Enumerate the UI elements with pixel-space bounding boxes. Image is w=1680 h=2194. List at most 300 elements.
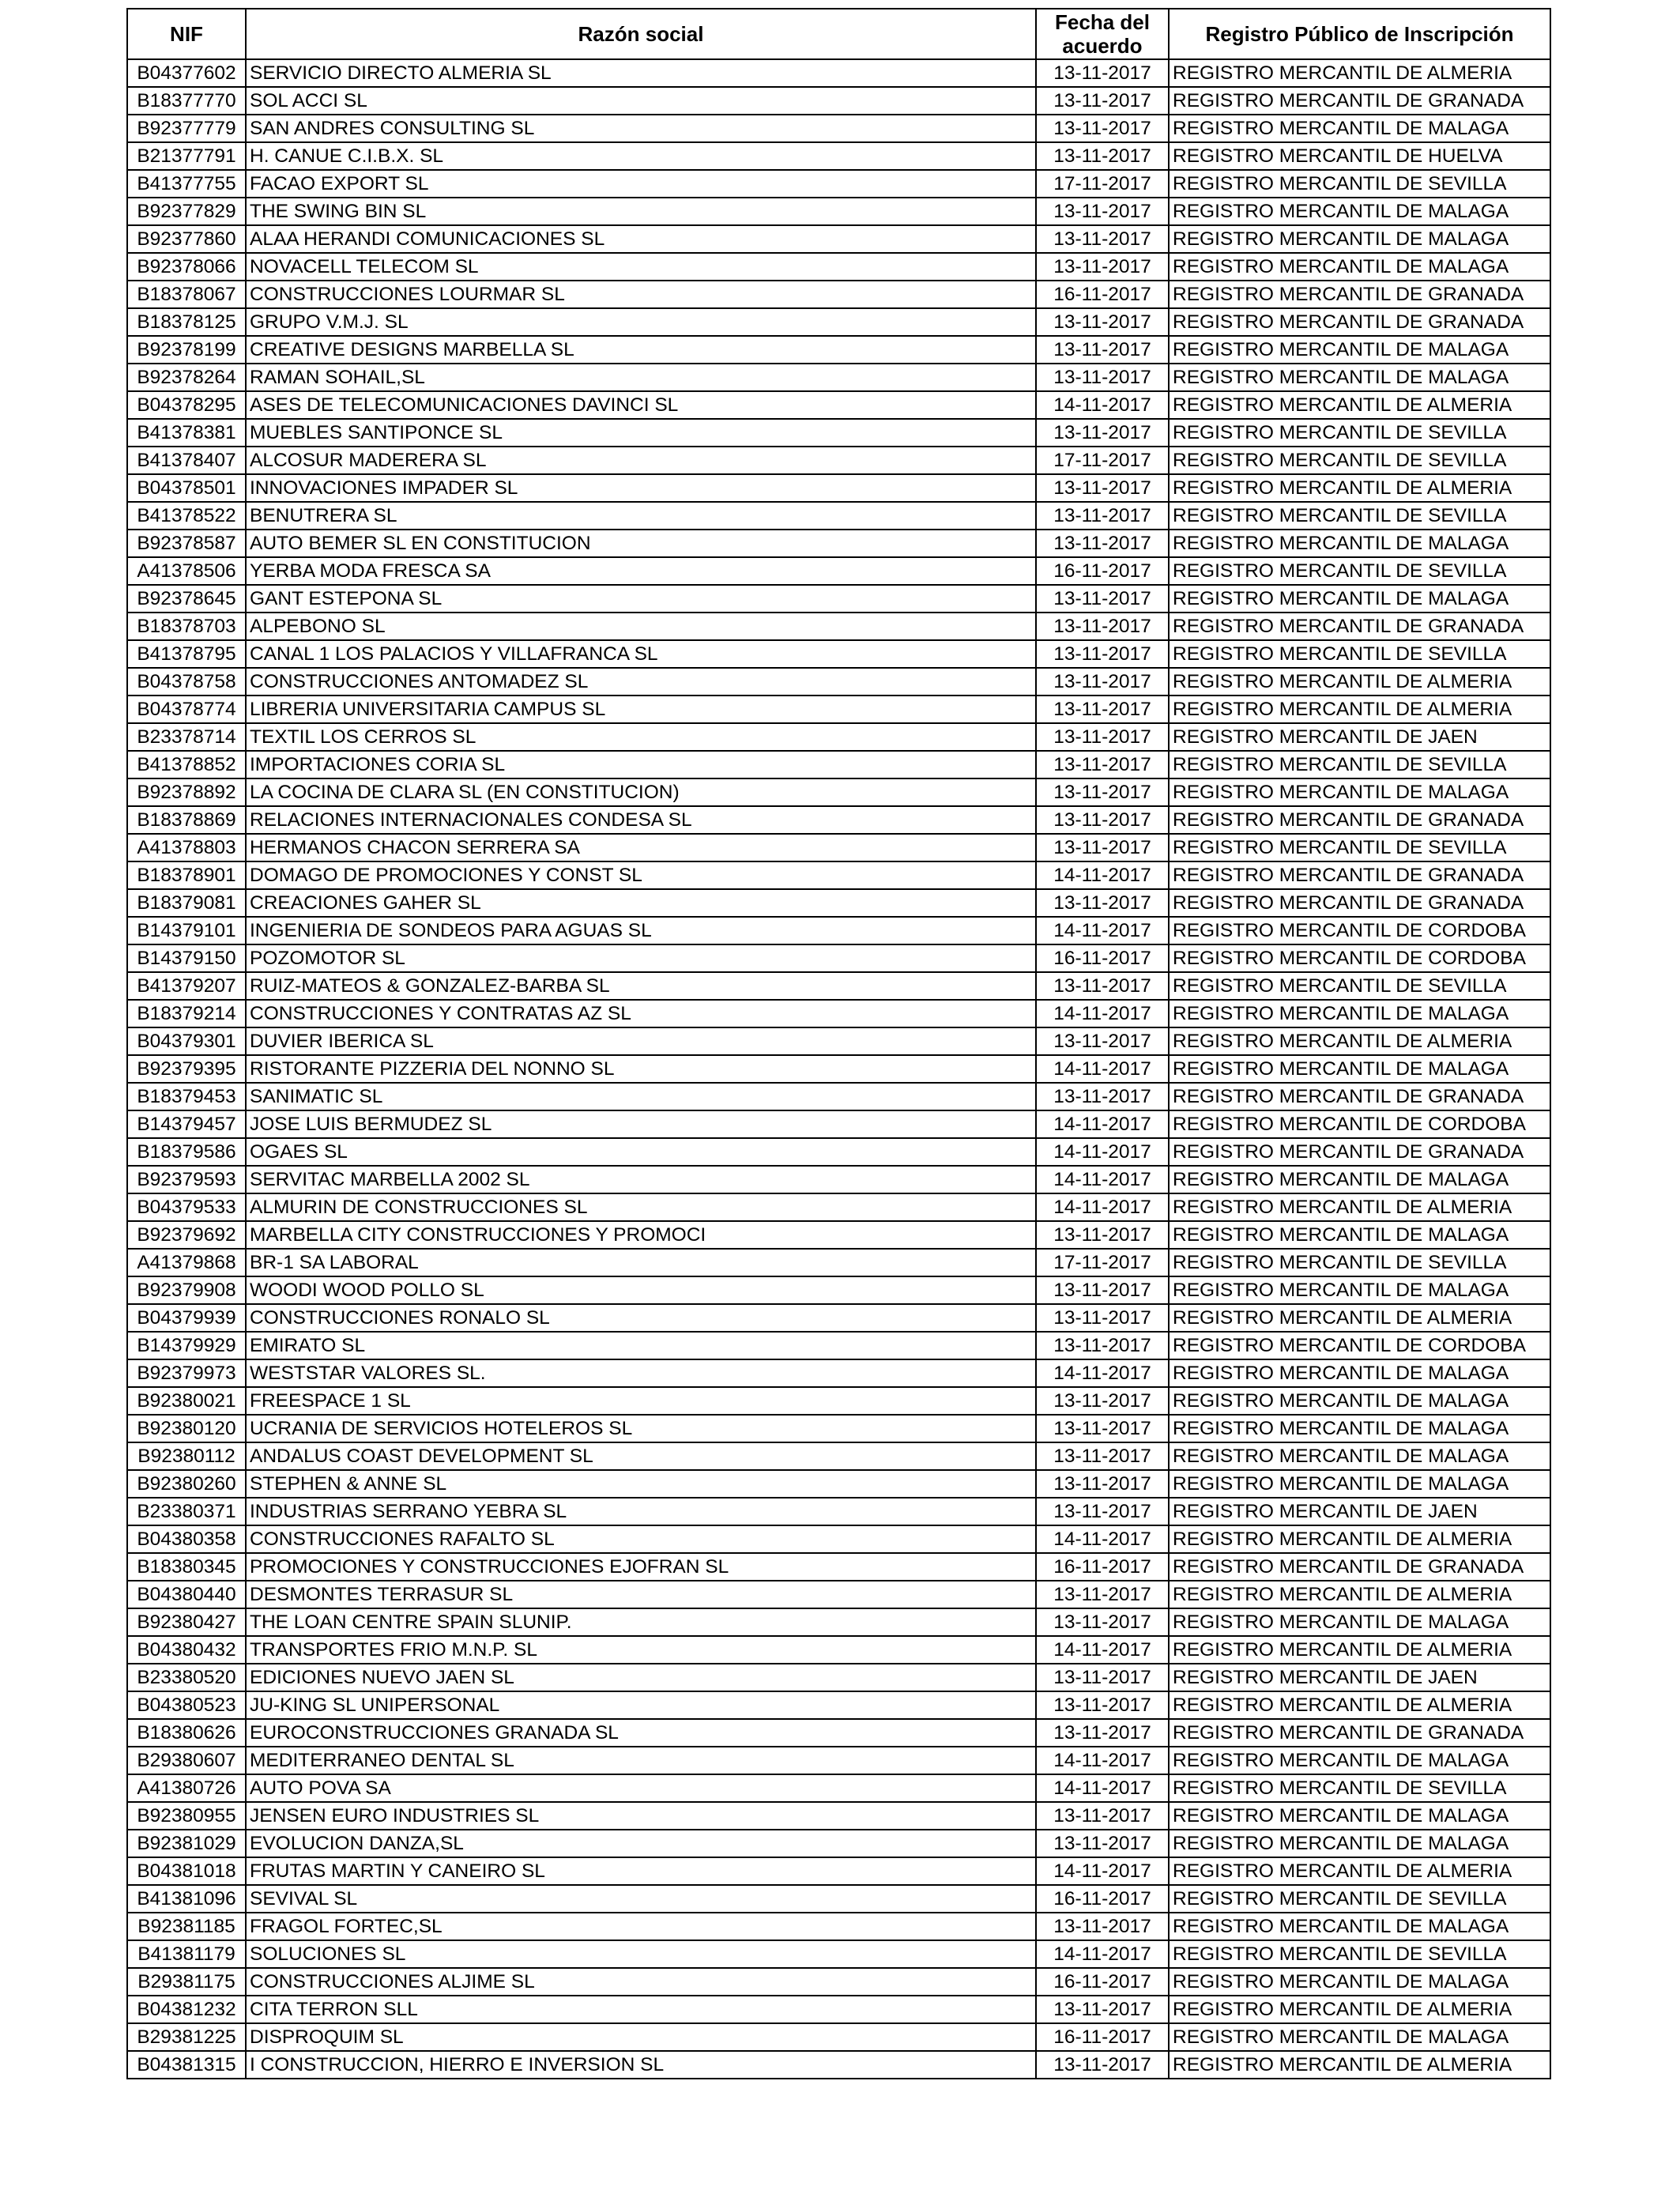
cell-registro: REGISTRO MERCANTIL DE SEVILLA [1169, 170, 1550, 198]
cell-razon-social: ALCOSUR MADERERA SL [246, 447, 1036, 474]
cell-razon-social: CITA TERRON SLL [246, 1996, 1036, 2023]
cell-razon-social: TEXTIL LOS CERROS SL [246, 723, 1036, 751]
cell-nif: B41378522 [127, 502, 246, 530]
cell-fecha: 13-11-2017 [1036, 723, 1169, 751]
table-row [127, 253, 1550, 281]
cell-fecha: 14-11-2017 [1036, 391, 1169, 419]
cell-razon-social: INDUSTRIAS SERRANO YEBRA SL [246, 1498, 1036, 1525]
cell-razon-social: AUTO POVA SA [246, 1774, 1036, 1802]
cell-razon-social: EDICIONES NUEVO JAEN SL [246, 1664, 1036, 1691]
table-row [127, 391, 1550, 419]
cell-razon-social: IMPORTACIONES CORIA SL [246, 751, 1036, 778]
cell-nif: B21377791 [127, 142, 246, 170]
cell-registro: REGISTRO MERCANTIL DE MALAGA [1169, 1055, 1550, 1083]
cell-razon-social: EVOLUCION DANZA,SL [246, 1830, 1036, 1857]
cell-razon-social: CANAL 1 LOS PALACIOS Y VILLAFRANCA SL [246, 640, 1036, 668]
cell-nif: B04380432 [127, 1636, 246, 1664]
table-row [127, 1470, 1550, 1498]
cell-fecha: 13-11-2017 [1036, 336, 1169, 364]
cell-fecha: 13-11-2017 [1036, 530, 1169, 557]
cell-fecha: 14-11-2017 [1036, 1110, 1169, 1138]
cell-registro: REGISTRO MERCANTIL DE JAEN [1169, 1664, 1550, 1691]
table-row [127, 2023, 1550, 2051]
cell-razon-social: RELACIONES INTERNACIONALES CONDESA SL [246, 806, 1036, 834]
cell-razon-social: EMIRATO SL [246, 1332, 1036, 1359]
cell-registro: REGISTRO MERCANTIL DE MALAGA [1169, 225, 1550, 253]
cell-fecha: 13-11-2017 [1036, 1830, 1169, 1857]
cell-registro: REGISTRO MERCANTIL DE MALAGA [1169, 336, 1550, 364]
table-row [127, 806, 1550, 834]
cell-razon-social: SEVIVAL SL [246, 1885, 1036, 1913]
table-row [127, 1276, 1550, 1304]
cell-nif: B04380440 [127, 1581, 246, 1608]
cell-razon-social: ALMURIN DE CONSTRUCCIONES SL [246, 1193, 1036, 1221]
cell-fecha: 13-11-2017 [1036, 640, 1169, 668]
cell-fecha: 13-11-2017 [1036, 1470, 1169, 1498]
cell-razon-social: FREESPACE 1 SL [246, 1387, 1036, 1415]
cell-fecha: 13-11-2017 [1036, 1276, 1169, 1304]
table-row [127, 1608, 1550, 1636]
table-row [127, 972, 1550, 1000]
cell-registro: REGISTRO MERCANTIL DE MALAGA [1169, 364, 1550, 391]
table-row [127, 917, 1550, 944]
cell-nif: B41377755 [127, 170, 246, 198]
cell-fecha: 16-11-2017 [1036, 557, 1169, 585]
cell-razon-social: SANIMATIC SL [246, 1083, 1036, 1110]
table-row [127, 2051, 1550, 2079]
cell-nif: B04381232 [127, 1996, 246, 2023]
cell-registro: REGISTRO MERCANTIL DE SEVILLA [1169, 502, 1550, 530]
cell-nif: B92379973 [127, 1359, 246, 1387]
cell-nif: B92380120 [127, 1415, 246, 1442]
table-row [127, 613, 1550, 640]
cell-nif: B92380021 [127, 1387, 246, 1415]
table-row [127, 557, 1550, 585]
cell-razon-social: HERMANOS CHACON SERRERA SA [246, 834, 1036, 861]
cell-razon-social: SAN ANDRES CONSULTING SL [246, 115, 1036, 142]
cell-razon-social: JENSEN EURO INDUSTRIES SL [246, 1802, 1036, 1830]
cell-fecha: 13-11-2017 [1036, 1608, 1169, 1636]
cell-registro: REGISTRO MERCANTIL DE SEVILLA [1169, 447, 1550, 474]
cell-razon-social: ASES DE TELECOMUNICACIONES DAVINCI SL [246, 391, 1036, 419]
cell-razon-social: SERVITAC MARBELLA 2002 SL [246, 1166, 1036, 1193]
cell-razon-social: CONSTRUCCIONES Y CONTRATAS AZ SL [246, 1000, 1036, 1027]
cell-fecha: 13-11-2017 [1036, 2051, 1169, 2079]
table-row [127, 1000, 1550, 1027]
cell-registro: REGISTRO MERCANTIL DE SEVILLA [1169, 419, 1550, 447]
table-row [127, 1691, 1550, 1719]
cell-fecha: 13-11-2017 [1036, 1442, 1169, 1470]
registry-table [126, 8, 1551, 2079]
cell-fecha: 13-11-2017 [1036, 87, 1169, 115]
table-row [127, 889, 1550, 917]
cell-nif: B41381096 [127, 1885, 246, 1913]
cell-fecha: 13-11-2017 [1036, 1027, 1169, 1055]
cell-fecha: 13-11-2017 [1036, 419, 1169, 447]
cell-registro: REGISTRO MERCANTIL DE ALMERIA [1169, 696, 1550, 723]
cell-nif: B41381179 [127, 1940, 246, 1968]
cell-fecha: 13-11-2017 [1036, 1332, 1169, 1359]
cell-fecha: 16-11-2017 [1036, 1885, 1169, 1913]
cell-razon-social: MUEBLES SANTIPONCE SL [246, 419, 1036, 447]
cell-nif: B04379533 [127, 1193, 246, 1221]
cell-registro: REGISTRO MERCANTIL DE MALAGA [1169, 1470, 1550, 1498]
cell-nif: A41378506 [127, 557, 246, 585]
table-row [127, 944, 1550, 972]
cell-registro: REGISTRO MERCANTIL DE JAEN [1169, 723, 1550, 751]
table-row [127, 87, 1550, 115]
cell-registro: REGISTRO MERCANTIL DE MALAGA [1169, 778, 1550, 806]
cell-fecha: 13-11-2017 [1036, 1802, 1169, 1830]
cell-nif: B92378587 [127, 530, 246, 557]
cell-fecha: 16-11-2017 [1036, 944, 1169, 972]
cell-registro: REGISTRO MERCANTIL DE MALAGA [1169, 253, 1550, 281]
cell-nif: B18380626 [127, 1719, 246, 1747]
cell-fecha: 14-11-2017 [1036, 1857, 1169, 1885]
cell-nif: B92378066 [127, 253, 246, 281]
cell-razon-social: OGAES SL [246, 1138, 1036, 1166]
cell-registro: REGISTRO MERCANTIL DE SEVILLA [1169, 557, 1550, 585]
cell-nif: B92380260 [127, 1470, 246, 1498]
cell-razon-social: NOVACELL TELECOM SL [246, 253, 1036, 281]
table-row [127, 668, 1550, 696]
cell-registro: REGISTRO MERCANTIL DE ALMERIA [1169, 1636, 1550, 1664]
table-row [127, 419, 1550, 447]
cell-razon-social: H. CANUE C.I.B.X. SL [246, 142, 1036, 170]
cell-nif: B29381175 [127, 1968, 246, 1996]
cell-fecha: 14-11-2017 [1036, 1166, 1169, 1193]
cell-razon-social: SOLUCIONES SL [246, 1940, 1036, 1968]
cell-fecha: 14-11-2017 [1036, 917, 1169, 944]
table-row [127, 447, 1550, 474]
cell-nif: B41378381 [127, 419, 246, 447]
cell-razon-social: I CONSTRUCCION, HIERRO E INVERSION SL [246, 2051, 1036, 2079]
cell-nif: B18378869 [127, 806, 246, 834]
cell-registro: REGISTRO MERCANTIL DE ALMERIA [1169, 391, 1550, 419]
table-row [127, 1857, 1550, 1885]
cell-fecha: 14-11-2017 [1036, 1525, 1169, 1553]
cell-razon-social: SERVICIO DIRECTO ALMERIA SL [246, 59, 1036, 87]
cell-fecha: 14-11-2017 [1036, 1138, 1169, 1166]
cell-fecha: 14-11-2017 [1036, 1000, 1169, 1027]
cell-razon-social: DOMAGO DE PROMOCIONES Y CONST SL [246, 861, 1036, 889]
cell-registro: REGISTRO MERCANTIL DE ALMERIA [1169, 474, 1550, 502]
cell-nif: A41380726 [127, 1774, 246, 1802]
cell-nif: B18377770 [127, 87, 246, 115]
cell-nif: B18379586 [127, 1138, 246, 1166]
cell-registro: REGISTRO MERCANTIL DE CORDOBA [1169, 917, 1550, 944]
table-row [127, 1774, 1550, 1802]
cell-registro: REGISTRO MERCANTIL DE ALMERIA [1169, 1691, 1550, 1719]
table-row [127, 115, 1550, 142]
cell-razon-social: ANDALUS COAST DEVELOPMENT SL [246, 1442, 1036, 1470]
cell-razon-social: BENUTRERA SL [246, 502, 1036, 530]
cell-fecha: 13-11-2017 [1036, 308, 1169, 336]
table-header [127, 9, 1550, 59]
cell-nif: B14379457 [127, 1110, 246, 1138]
table-row [127, 1166, 1550, 1193]
cell-registro: REGISTRO MERCANTIL DE ALMERIA [1169, 1996, 1550, 2023]
cell-nif: B04380358 [127, 1525, 246, 1553]
cell-nif: A41378803 [127, 834, 246, 861]
cell-nif: A41379868 [127, 1249, 246, 1276]
cell-razon-social: RUIZ-MATEOS & GONZALEZ-BARBA SL [246, 972, 1036, 1000]
table-row [127, 585, 1550, 613]
table-row [127, 1664, 1550, 1691]
cell-registro: REGISTRO MERCANTIL DE GRANADA [1169, 861, 1550, 889]
table-row [127, 364, 1550, 391]
cell-nif: B41379207 [127, 972, 246, 1000]
table-row [127, 1249, 1550, 1276]
table-row [127, 1719, 1550, 1747]
cell-nif: B92378892 [127, 778, 246, 806]
cell-fecha: 17-11-2017 [1036, 1249, 1169, 1276]
cell-fecha: 13-11-2017 [1036, 364, 1169, 391]
table-row [127, 142, 1550, 170]
table-row [127, 1830, 1550, 1857]
cell-fecha: 13-11-2017 [1036, 1498, 1169, 1525]
cell-razon-social: UCRANIA DE SERVICIOS HOTELEROS SL [246, 1415, 1036, 1442]
table-row [127, 1968, 1550, 1996]
cell-razon-social: FRUTAS MARTIN Y CANEIRO SL [246, 1857, 1036, 1885]
table-row [127, 1636, 1550, 1664]
table-row [127, 1110, 1550, 1138]
table-row [127, 723, 1550, 751]
cell-fecha: 16-11-2017 [1036, 1553, 1169, 1581]
cell-razon-social: WOODI WOOD POLLO SL [246, 1276, 1036, 1304]
cell-registro: REGISTRO MERCANTIL DE MALAGA [1169, 2023, 1550, 2051]
cell-razon-social: JU-KING SL UNIPERSONAL [246, 1691, 1036, 1719]
cell-razon-social: DISPROQUIM SL [246, 2023, 1036, 2051]
cell-nif: B23380371 [127, 1498, 246, 1525]
cell-razon-social: AUTO BEMER SL EN CONSTITUCION [246, 530, 1036, 557]
table-row [127, 336, 1550, 364]
cell-fecha: 13-11-2017 [1036, 142, 1169, 170]
table-row [127, 1387, 1550, 1415]
cell-nif: B04378758 [127, 668, 246, 696]
cell-razon-social: FACAO EXPORT SL [246, 170, 1036, 198]
cell-razon-social: GRUPO V.M.J. SL [246, 308, 1036, 336]
cell-fecha: 13-11-2017 [1036, 1221, 1169, 1249]
cell-fecha: 13-11-2017 [1036, 1387, 1169, 1415]
cell-fecha: 13-11-2017 [1036, 834, 1169, 861]
cell-fecha: 14-11-2017 [1036, 1055, 1169, 1083]
cell-razon-social: POZOMOTOR SL [246, 944, 1036, 972]
cell-nif: B41378795 [127, 640, 246, 668]
cell-registro: REGISTRO MERCANTIL DE GRANADA [1169, 1083, 1550, 1110]
cell-razon-social: INGENIERIA DE SONDEOS PARA AGUAS SL [246, 917, 1036, 944]
cell-fecha: 13-11-2017 [1036, 696, 1169, 723]
cell-nif: B18379453 [127, 1083, 246, 1110]
cell-registro: REGISTRO MERCANTIL DE MALAGA [1169, 1276, 1550, 1304]
table-row [127, 1498, 1550, 1525]
cell-registro: REGISTRO MERCANTIL DE ALMERIA [1169, 668, 1550, 696]
table-row [127, 1359, 1550, 1387]
table-row [127, 1332, 1550, 1359]
cell-nif: B29381225 [127, 2023, 246, 2051]
cell-nif: B04380523 [127, 1691, 246, 1719]
cell-registro: REGISTRO MERCANTIL DE SEVILLA [1169, 1774, 1550, 1802]
cell-fecha: 16-11-2017 [1036, 2023, 1169, 2051]
table-row [127, 696, 1550, 723]
cell-registro: REGISTRO MERCANTIL DE GRANADA [1169, 1553, 1550, 1581]
cell-fecha: 13-11-2017 [1036, 502, 1169, 530]
cell-nif: B18378901 [127, 861, 246, 889]
cell-fecha: 17-11-2017 [1036, 447, 1169, 474]
header-row [127, 9, 1550, 59]
cell-registro: REGISTRO MERCANTIL DE SEVILLA [1169, 1885, 1550, 1913]
cell-registro: REGISTRO MERCANTIL DE MALAGA [1169, 1913, 1550, 1940]
table-row [127, 1913, 1550, 1940]
cell-razon-social: EUROCONSTRUCCIONES GRANADA SL [246, 1719, 1036, 1747]
cell-nif: B14379929 [127, 1332, 246, 1359]
table-row [127, 1581, 1550, 1608]
cell-fecha: 13-11-2017 [1036, 1581, 1169, 1608]
cell-registro: REGISTRO MERCANTIL DE SEVILLA [1169, 1940, 1550, 1968]
cell-registro: REGISTRO MERCANTIL DE GRANADA [1169, 308, 1550, 336]
table-row [127, 1055, 1550, 1083]
cell-nif: B04379301 [127, 1027, 246, 1055]
table-row [127, 778, 1550, 806]
cell-registro: REGISTRO MERCANTIL DE ALMERIA [1169, 1857, 1550, 1885]
cell-fecha: 13-11-2017 [1036, 253, 1169, 281]
cell-fecha: 13-11-2017 [1036, 1664, 1169, 1691]
cell-nif: B92379908 [127, 1276, 246, 1304]
cell-razon-social: FRAGOL FORTEC,SL [246, 1913, 1036, 1940]
cell-fecha: 13-11-2017 [1036, 1913, 1169, 1940]
table-row [127, 1027, 1550, 1055]
table-row [127, 198, 1550, 225]
table-row [127, 1940, 1550, 1968]
cell-razon-social: CREACIONES GAHER SL [246, 889, 1036, 917]
cell-registro: REGISTRO MERCANTIL DE ALMERIA [1169, 1193, 1550, 1221]
cell-registro: REGISTRO MERCANTIL DE SEVILLA [1169, 751, 1550, 778]
cell-nif: B29380607 [127, 1747, 246, 1774]
cell-registro: REGISTRO MERCANTIL DE MALAGA [1169, 585, 1550, 613]
header-registro-publico: Registro Público de Inscripción [1169, 9, 1550, 59]
cell-registro: REGISTRO MERCANTIL DE GRANADA [1169, 281, 1550, 308]
table-row [127, 170, 1550, 198]
table-row [127, 834, 1550, 861]
table-row [127, 1553, 1550, 1581]
cell-registro: REGISTRO MERCANTIL DE JAEN [1169, 1498, 1550, 1525]
cell-razon-social: RAMAN SOHAIL,SL [246, 364, 1036, 391]
cell-fecha: 16-11-2017 [1036, 281, 1169, 308]
cell-nif: B18378067 [127, 281, 246, 308]
cell-razon-social: RISTORANTE PIZZERIA DEL NONNO SL [246, 1055, 1036, 1083]
cell-registro: REGISTRO MERCANTIL DE HUELVA [1169, 142, 1550, 170]
cell-nif: B41378407 [127, 447, 246, 474]
table-row [127, 861, 1550, 889]
cell-registro: REGISTRO MERCANTIL DE MALAGA [1169, 1802, 1550, 1830]
cell-razon-social: BR-1 SA LABORAL [246, 1249, 1036, 1276]
cell-fecha: 13-11-2017 [1036, 889, 1169, 917]
cell-razon-social: ALPEBONO SL [246, 613, 1036, 640]
cell-nif: B18378125 [127, 308, 246, 336]
cell-nif: B04378774 [127, 696, 246, 723]
cell-razon-social: CONSTRUCCIONES LOURMAR SL [246, 281, 1036, 308]
cell-razon-social: CONSTRUCCIONES RAFALTO SL [246, 1525, 1036, 1553]
cell-nif: B92379692 [127, 1221, 246, 1249]
table-row [127, 59, 1550, 87]
cell-razon-social: MEDITERRANEO DENTAL SL [246, 1747, 1036, 1774]
cell-registro: REGISTRO MERCANTIL DE MALAGA [1169, 1968, 1550, 1996]
cell-fecha: 13-11-2017 [1036, 585, 1169, 613]
table-row [127, 1138, 1550, 1166]
cell-nif: B18378703 [127, 613, 246, 640]
table-row [127, 1802, 1550, 1830]
cell-nif: B92377779 [127, 115, 246, 142]
cell-fecha: 14-11-2017 [1036, 1747, 1169, 1774]
table-row [127, 530, 1550, 557]
cell-nif: B23378714 [127, 723, 246, 751]
cell-fecha: 13-11-2017 [1036, 1304, 1169, 1332]
table-body [127, 59, 1550, 2079]
cell-nif: B92380955 [127, 1802, 246, 1830]
cell-nif: B04381018 [127, 1857, 246, 1885]
cell-nif: B92377829 [127, 198, 246, 225]
cell-registro: REGISTRO MERCANTIL DE MALAGA [1169, 1000, 1550, 1027]
cell-razon-social: CONSTRUCCIONES ANTOMADEZ SL [246, 668, 1036, 696]
cell-razon-social: TRANSPORTES FRIO M.N.P. SL [246, 1636, 1036, 1664]
table-row [127, 281, 1550, 308]
cell-fecha: 13-11-2017 [1036, 668, 1169, 696]
cell-nif: B92377860 [127, 225, 246, 253]
cell-razon-social: DUVIER IBERICA SL [246, 1027, 1036, 1055]
cell-fecha: 13-11-2017 [1036, 806, 1169, 834]
cell-registro: REGISTRO MERCANTIL DE ALMERIA [1169, 2051, 1550, 2079]
cell-razon-social: DESMONTES TERRASUR SL [246, 1581, 1036, 1608]
table-row [127, 1415, 1550, 1442]
cell-nif: B92380112 [127, 1442, 246, 1470]
cell-registro: REGISTRO MERCANTIL DE MALAGA [1169, 1747, 1550, 1774]
cell-razon-social: YERBA MODA FRESCA SA [246, 557, 1036, 585]
cell-razon-social: STEPHEN & ANNE SL [246, 1470, 1036, 1498]
cell-razon-social: INNOVACIONES IMPADER SL [246, 474, 1036, 502]
cell-nif: B14379101 [127, 917, 246, 944]
cell-fecha: 13-11-2017 [1036, 778, 1169, 806]
cell-nif: B04378295 [127, 391, 246, 419]
cell-fecha: 13-11-2017 [1036, 1996, 1169, 2023]
table-row [127, 640, 1550, 668]
cell-fecha: 13-11-2017 [1036, 1719, 1169, 1747]
table-row [127, 1193, 1550, 1221]
table-row [127, 474, 1550, 502]
cell-registro: REGISTRO MERCANTIL DE MALAGA [1169, 1221, 1550, 1249]
cell-registro: REGISTRO MERCANTIL DE GRANADA [1169, 1719, 1550, 1747]
cell-registro: REGISTRO MERCANTIL DE SEVILLA [1169, 1249, 1550, 1276]
cell-nif: B23380520 [127, 1664, 246, 1691]
cell-fecha: 13-11-2017 [1036, 751, 1169, 778]
table-row [127, 1221, 1550, 1249]
cell-fecha: 13-11-2017 [1036, 1083, 1169, 1110]
cell-nif: B04379939 [127, 1304, 246, 1332]
cell-fecha: 13-11-2017 [1036, 972, 1169, 1000]
cell-fecha: 13-11-2017 [1036, 1691, 1169, 1719]
table-row [127, 1525, 1550, 1553]
cell-registro: REGISTRO MERCANTIL DE GRANADA [1169, 889, 1550, 917]
cell-registro: REGISTRO MERCANTIL DE MALAGA [1169, 1166, 1550, 1193]
table-row [127, 1885, 1550, 1913]
header-fecha-acuerdo [1036, 9, 1169, 59]
cell-razon-social: CONSTRUCCIONES ALJIME SL [246, 1968, 1036, 1996]
cell-registro: REGISTRO MERCANTIL DE SEVILLA [1169, 972, 1550, 1000]
cell-fecha: 13-11-2017 [1036, 59, 1169, 87]
cell-nif: B41378852 [127, 751, 246, 778]
cell-nif: B18379214 [127, 1000, 246, 1027]
cell-nif: B92381185 [127, 1913, 246, 1940]
table-row [127, 1442, 1550, 1470]
